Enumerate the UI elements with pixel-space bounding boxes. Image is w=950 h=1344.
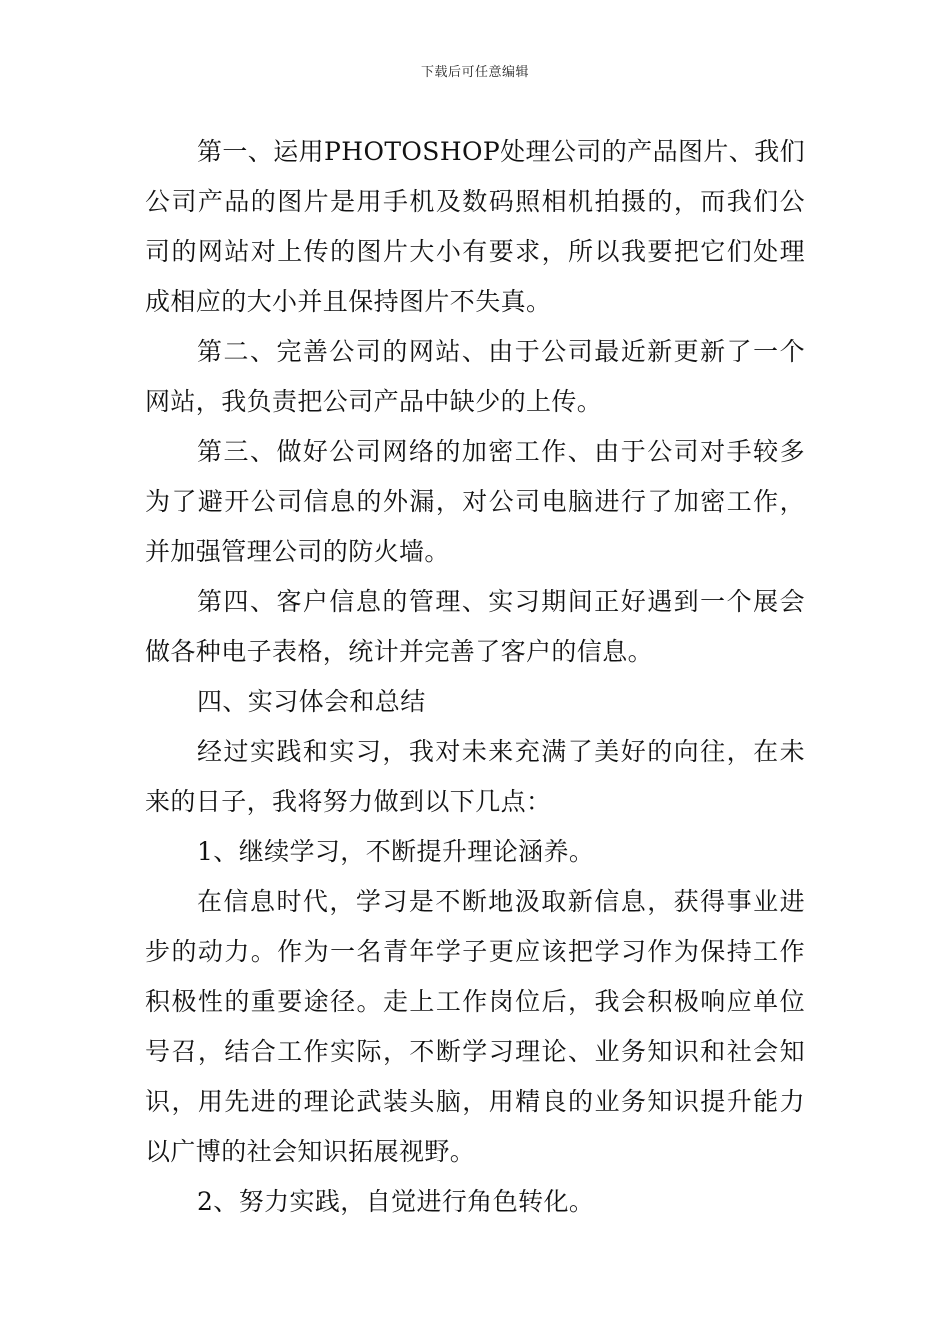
paragraph: 第二、完善公司的网站、由于公司最近新更新了一个网站，我负责把公司产品中缺少的上传。 <box>145 337 805 416</box>
paragraph: 第三、做好公司网络的加密工作、由于公司对手较多为了避开公司信息的外漏，对公司电脑进行了加密工作，并加强管理公司的防火墙。 <box>145 437 805 566</box>
body-text <box>145 127 805 1227</box>
header-note: 下载后可任意编辑 <box>420 65 529 80</box>
paragraph: 第四、客户信息的管理、实习期间正好遇到一个展会做各种电子表格，统计并完善了客户的信息。 <box>145 587 805 666</box>
paragraph: 经过实践和实习，我对未来充满了美好的向往，在未来的日子，我将努力做到以下几点： <box>145 737 805 816</box>
list-item-heading: 2、努力实践，自觉进行角色转化。 <box>197 1187 595 1216</box>
paragraph: 第一、运用PHOTOSHOP处理公司的产品图片、我们公司产品的图片是用手机及数码照相机拍摄的，而我们公司的网站对上传的图片大小有要求，所以我要把它们处理成相应的大小并且保持图片不失真。 <box>145 137 805 316</box>
list-item-heading: 1、继续学习，不断提升理论涵养。 <box>197 837 595 866</box>
section-heading: 四、实习体会和总结 <box>197 687 426 716</box>
paragraph: 在信息时代，学习是不断地汲取新信息，获得事业进步的动力。作为一名青年学子更应该把学习作为保持工作积极性的重要途径。走上工作岗位后，我会积极响应单位号召，结合工作实际，不断学习理论、业务知识和社会知识，用先进的理论武装头脑，用精良的业务知识提升能力以广博的社会知识拓展视野。 <box>145 887 805 1166</box>
